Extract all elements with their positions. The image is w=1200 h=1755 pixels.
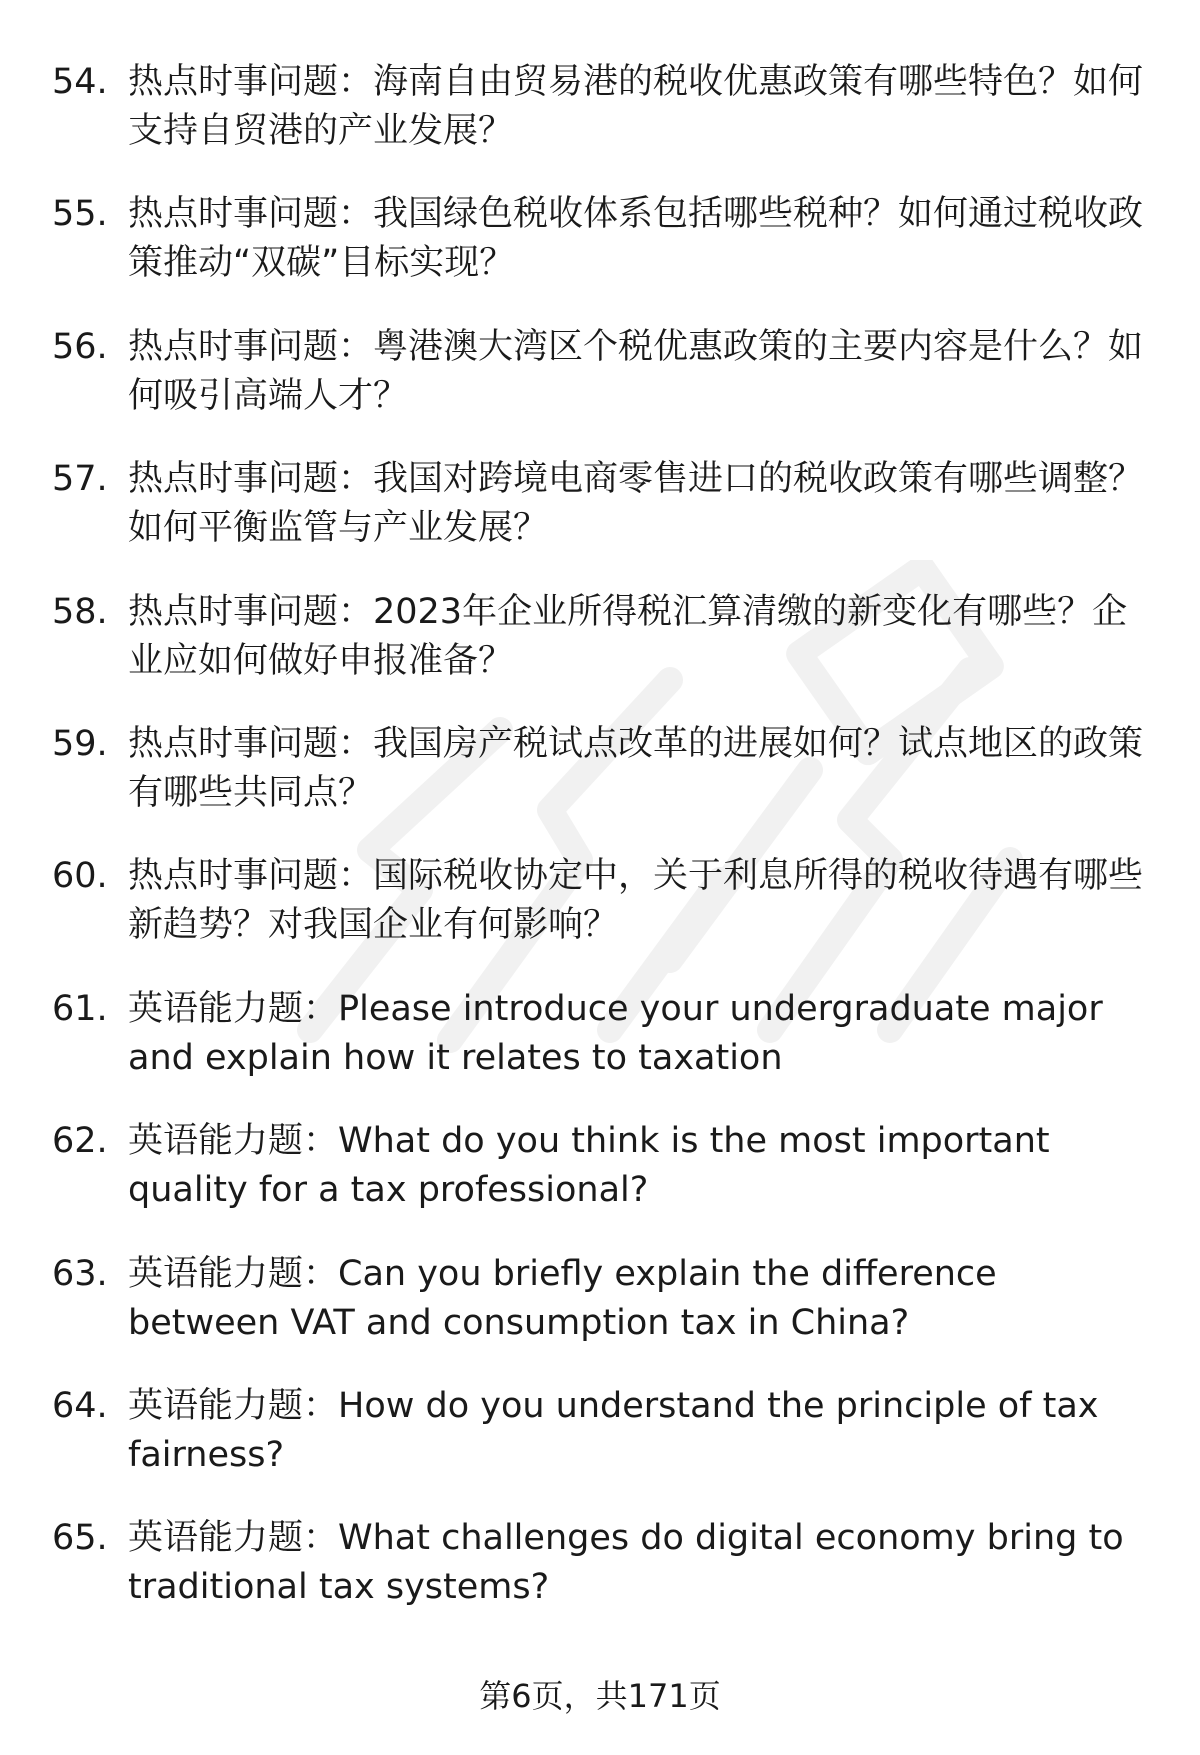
list-item — [52, 1382, 1157, 1514]
question-text: 英语能力题：Please introduce your undergraduate major and explain how it relates to taxation — [128, 988, 1103, 1078]
question-text: 热点时事问题：2023年企业所得税汇算清缴的新变化有哪些？企业应如何做好申报准备？ — [128, 591, 1128, 681]
list-item — [52, 588, 1157, 720]
question-number: 55. — [52, 194, 108, 235]
list-item — [52, 720, 1157, 852]
list-item — [52, 58, 1157, 190]
question-number: 61. — [52, 988, 108, 1029]
list-item — [52, 1117, 1157, 1249]
question-number: 60. — [52, 856, 108, 897]
question-text: 英语能力题：Can you briefly explain the difference between VAT and consumption tax in China? — [128, 1253, 997, 1343]
list-item — [52, 190, 1157, 322]
question-number: 63. — [52, 1253, 108, 1294]
question-number: 57. — [52, 459, 108, 500]
page-footer: 第6页，共171页 — [479, 1677, 721, 1715]
list-item — [52, 1250, 1157, 1382]
question-number: 65. — [52, 1518, 108, 1559]
question-text: 热点时事问题：我国房产税试点改革的进展如何？试点地区的政策有哪些共同点？ — [128, 723, 1144, 813]
question-number: 54. — [52, 62, 108, 102]
list-item — [52, 985, 1157, 1117]
question-text: 英语能力题：What challenges do digital economy bring to traditional tax systems? — [128, 1518, 1124, 1608]
question-text: 英语能力题：What do you think is the most important quality for a tax professional? — [128, 1121, 1050, 1211]
list-item — [52, 1514, 1157, 1646]
question-list — [52, 58, 1157, 1647]
question-text: 热点时事问题：国际税收协定中，关于利息所得的税收待遇有哪些新趋势？对我国企业有何影响？ — [128, 856, 1144, 946]
question-text: 热点时事问题：我国对跨境电商零售进口的税收政策有哪些调整？如何平衡监管与产业发展？ — [128, 459, 1144, 549]
question-number: 58. — [52, 591, 108, 632]
question-text: 英语能力题：How do you understand the principle of tax fairness? — [128, 1385, 1099, 1475]
list-item — [52, 852, 1157, 984]
question-text: 热点时事问题：海南自由贸易港的税收优惠政策有哪些特色？如何支持自贸港的产业发展？ — [128, 62, 1144, 151]
question-number: 64. — [52, 1385, 108, 1426]
list-item — [52, 323, 1157, 455]
question-text: 热点时事问题：我国绿色税收体系包括哪些税种？如何通过税收政策推动“双碳”目标实现？ — [128, 194, 1144, 284]
question-text: 热点时事问题：粤港澳大湾区个税优惠政策的主要内容是什么？如何吸引高端人才？ — [128, 326, 1144, 416]
question-number: 62. — [52, 1121, 108, 1162]
list-item — [52, 455, 1157, 587]
question-number: 56. — [52, 326, 108, 367]
question-number: 59. — [52, 723, 108, 764]
